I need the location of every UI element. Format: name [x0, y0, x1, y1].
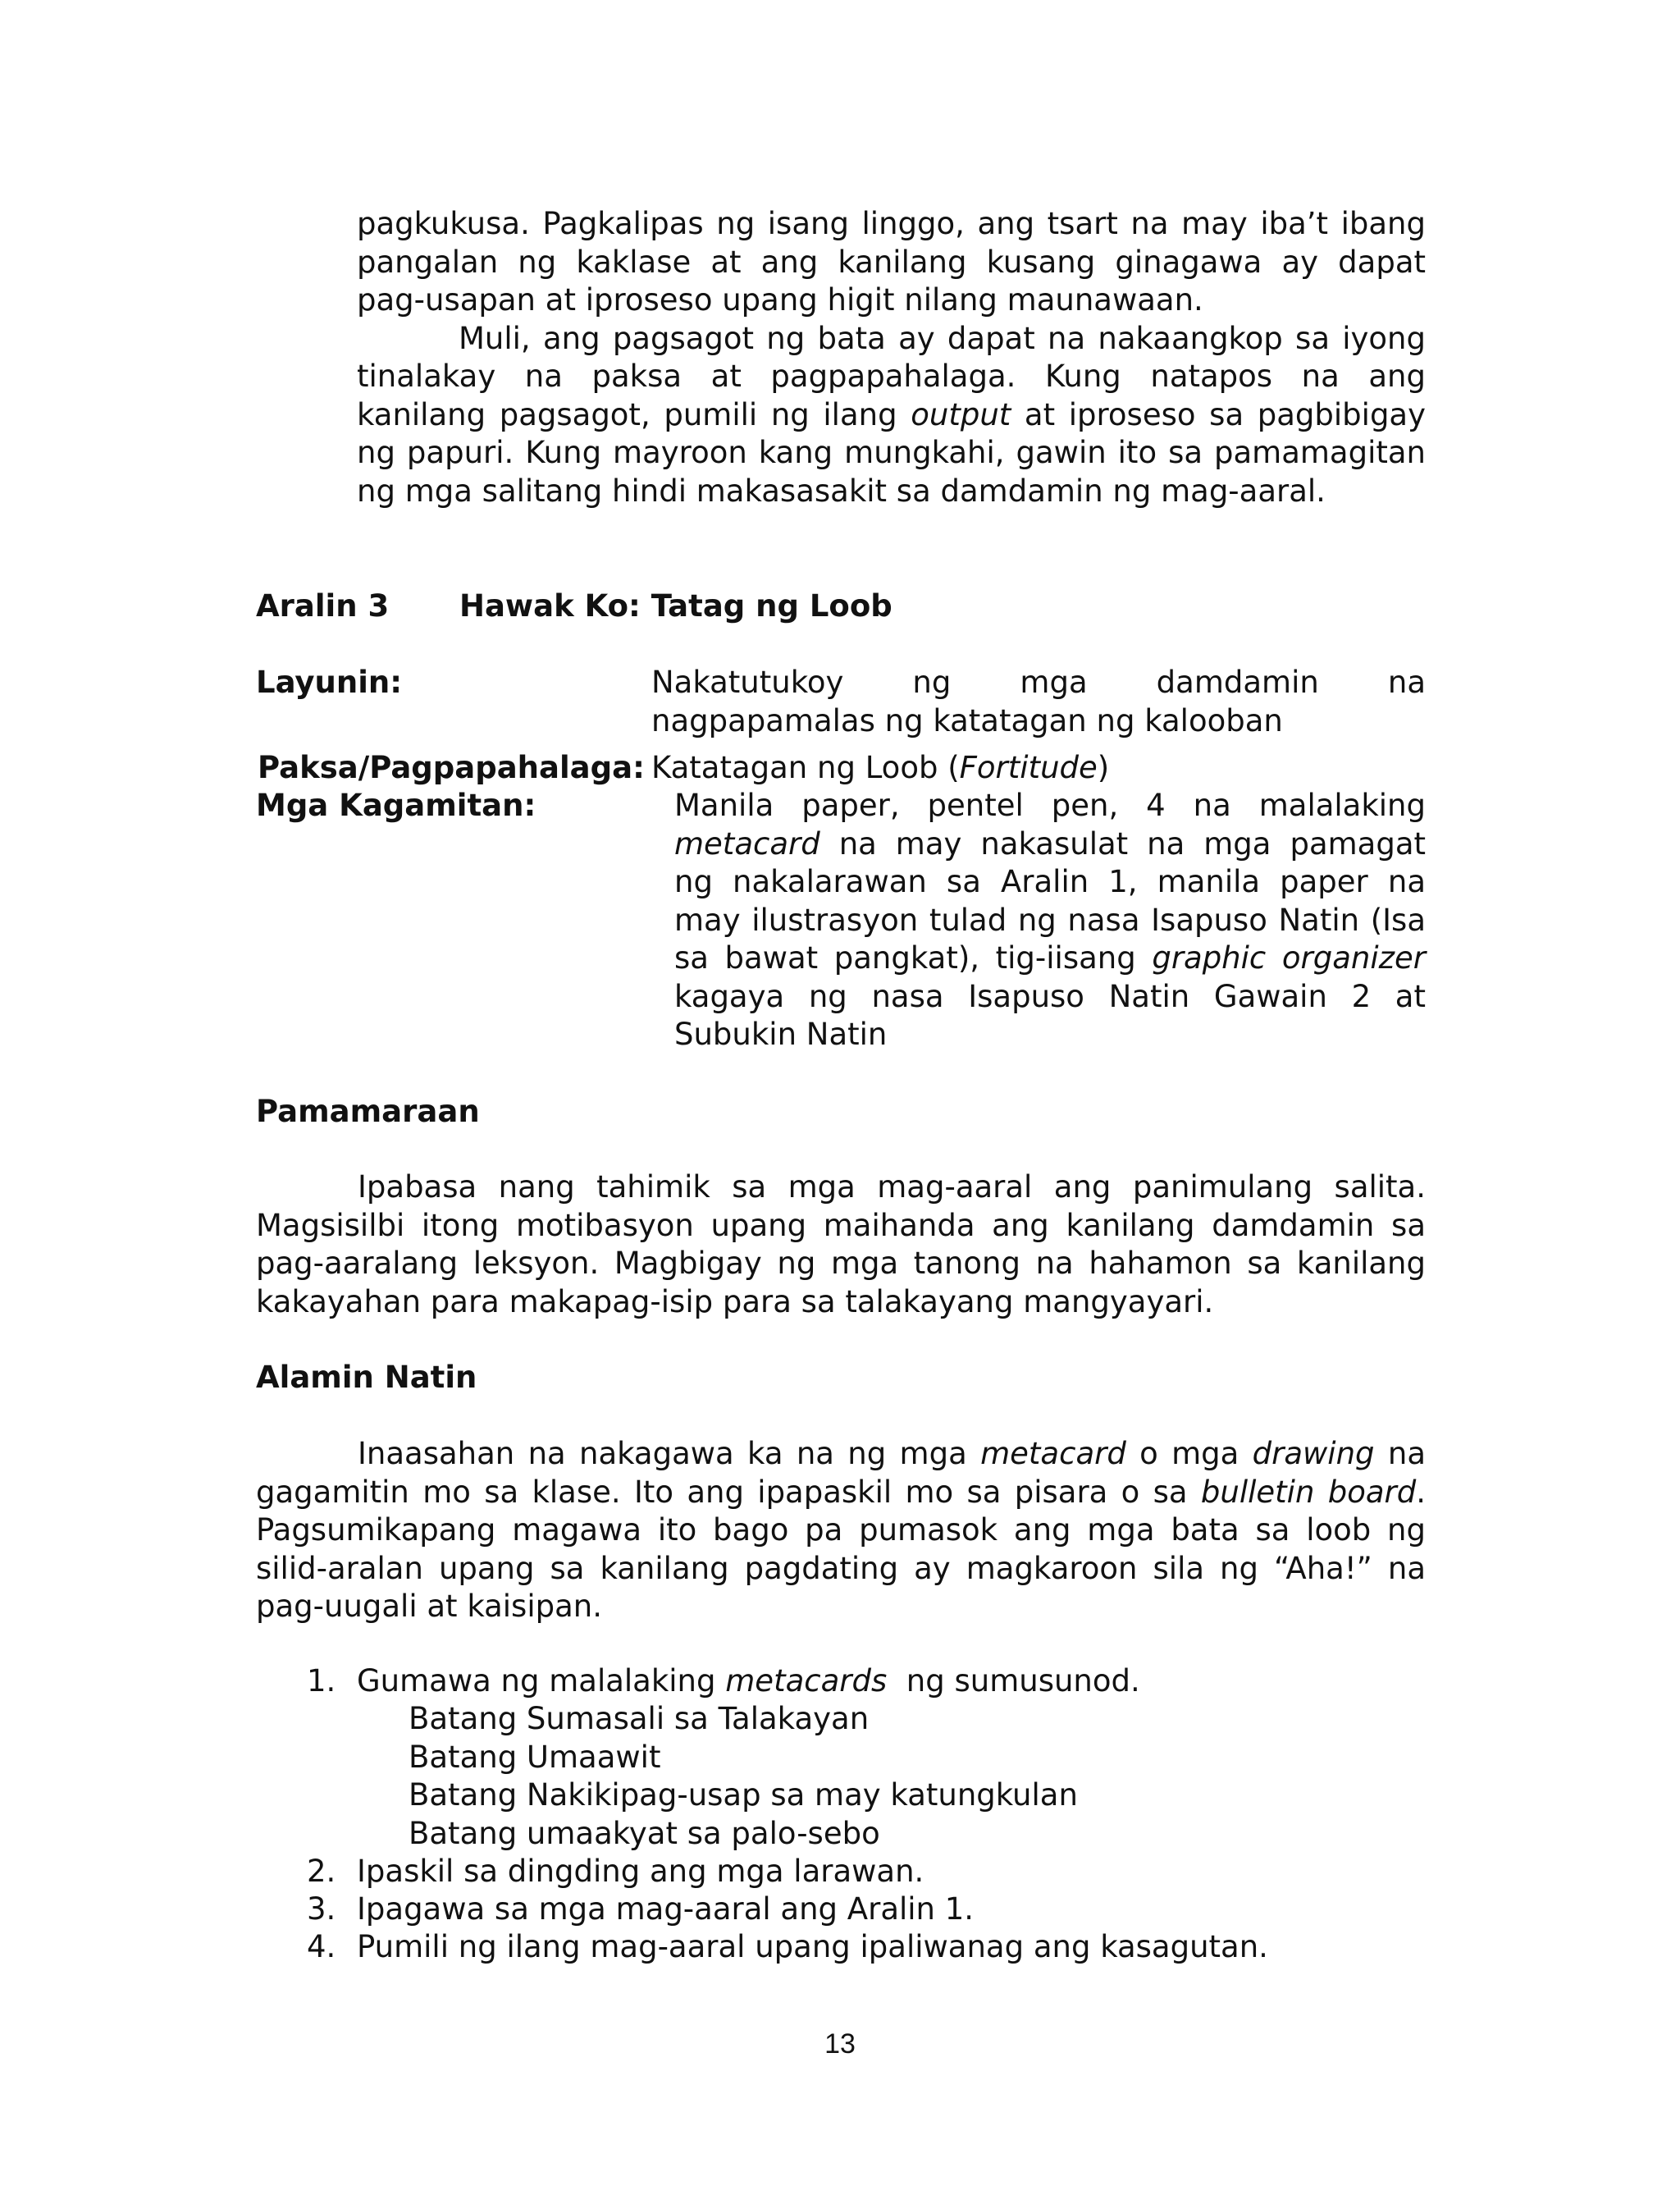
- list-item-number: 4.: [307, 1929, 336, 1964]
- intro-line: kanilang pagsagot, pumili ng ilang output at iproseso sa pagbibigay: [357, 396, 1426, 432]
- kagamitan-text: [674, 787, 1426, 1054]
- alamin-paragraph: [256, 1435, 1426, 1626]
- intro-line: tinalakay na paksa at pagpapahalaga. Kung natapos na ang: [357, 359, 1426, 394]
- lesson-title: Hawak Ko: Tatag ng Loob: [459, 588, 892, 624]
- alamin-line: pag-uugali at kaisipan.: [256, 1589, 602, 1624]
- list-item-number: 2.: [307, 1854, 336, 1889]
- intro-line: ng papuri. Kung mayroon kang mungkahi, gawin ito sa pamamagitan: [357, 435, 1426, 470]
- list-item: Pumili ng ilang mag-aaral upang ipaliwanag ang kasagutan.: [357, 1929, 1268, 1964]
- layunin-line: nagpapamalas ng katatagan ng kalooban: [651, 702, 1283, 738]
- pamamaraan-paragraph: [256, 1168, 1426, 1321]
- intro-line: pangalan ng kaklase at ang kanilang kusang ginagawa ay dapat: [357, 244, 1426, 280]
- alamin-line: Pagsumikapang magawa ito bago pa pumasok ang mga bata sa loob ng: [256, 1512, 1426, 1548]
- lesson-label: Aralin 3: [256, 588, 390, 624]
- intro-line: ng mga salitang hindi makasasakit sa damdamin ng mag-aaral.: [357, 473, 1326, 509]
- kagamitan-label: Mga Kagamitan:: [256, 788, 536, 823]
- layunin-line: Nakatutukoy ng mga damdamin na: [651, 665, 1426, 700]
- paksa-text: Katatagan ng Loob (Fortitude): [651, 750, 1110, 785]
- alamin-line: gagamitin mo sa klase. Ito ang ipapaskil mo sa pisara o sa bulletin board.: [256, 1474, 1426, 1510]
- alamin-heading: Alamin Natin: [256, 1360, 477, 1395]
- alamin-line: silid-aralan upang sa kanilang pagdating ay magkaroon sila ng “Aha!” na: [256, 1550, 1426, 1586]
- sub-list-item: Batang Sumasali sa Talakayan: [409, 1701, 870, 1736]
- kagamitan-line: may ilustrasyon tulad ng nasa Isapuso Natin (Isa: [674, 902, 1426, 938]
- pamamaraan-heading: Pamamaraan: [256, 1094, 480, 1129]
- list-item: Ipaskil sa dingding ang mga larawan.: [357, 1854, 924, 1889]
- kagamitan-line: Manila paper, pentel pen, 4 na malalaking: [674, 788, 1426, 823]
- page-number: 13: [824, 2028, 856, 2060]
- layunin-text: [651, 664, 1426, 740]
- kagamitan-line: sa bawat pangkat), tig-iisang graphic organizer: [674, 940, 1427, 976]
- paksa-label: Paksa/Pagpapahalaga:: [258, 750, 645, 785]
- intro-line: Muli, ang pagsagot ng bata ay dapat na nakaangkop sa iyong: [459, 320, 1426, 356]
- sub-list-item: Batang umaakyat sa palo-sebo: [409, 1815, 880, 1851]
- list-item: Gumawa ng malalaking metacards ng sumusunod.: [357, 1663, 1140, 1699]
- pamamaraan-line: Magsisilbi itong motibasyon upang maihanda ang kanilang damdamin sa: [256, 1207, 1426, 1243]
- pamamaraan-line: kakayahan para makapag-isip para sa talakayang mangyayari.: [256, 1283, 1214, 1319]
- sub-list-item: Batang Umaawit: [409, 1739, 661, 1775]
- kagamitan-line: Subukin Natin: [674, 1017, 888, 1052]
- kagamitan-line: kagaya ng nasa Isapuso Natin Gawain 2 at: [674, 978, 1426, 1014]
- sub-list-item: Batang Nakikipag-usap sa may katungkulan: [409, 1777, 1078, 1813]
- intro-line: pag-usapan at iproseso upang higit nilang maunawaan.: [357, 282, 1203, 318]
- alamin-line: Inaasahan na nakagawa ka na ng mga metacard o mga drawing na: [358, 1436, 1426, 1471]
- intro-paragraph: [357, 205, 1426, 510]
- layunin-label: Layunin:: [256, 665, 403, 700]
- kagamitan-line: ng nakalarawan sa Aralin 1, manila paper na: [674, 864, 1426, 899]
- list-item: Ipagawa sa mga mag-aaral ang Aralin 1.: [357, 1891, 975, 1927]
- pamamaraan-line: pag-aaralang leksyon. Magbigay ng mga tanong na hahamon sa kanilang: [256, 1246, 1426, 1281]
- pamamaraan-line: Ipabasa nang tahimik sa mga mag-aaral ang panimulang salita.: [358, 1169, 1426, 1205]
- kagamitan-line: metacard na may nakasulat na mga pamagat: [674, 825, 1426, 862]
- list-item-number: 1.: [307, 1663, 336, 1699]
- sub-list: [409, 1700, 1078, 1853]
- list-item-number: 3.: [307, 1891, 336, 1927]
- intro-line: pagkukusa. Pagkalipas ng isang linggo, ang tsart na may iba’t ibang: [357, 206, 1426, 241]
